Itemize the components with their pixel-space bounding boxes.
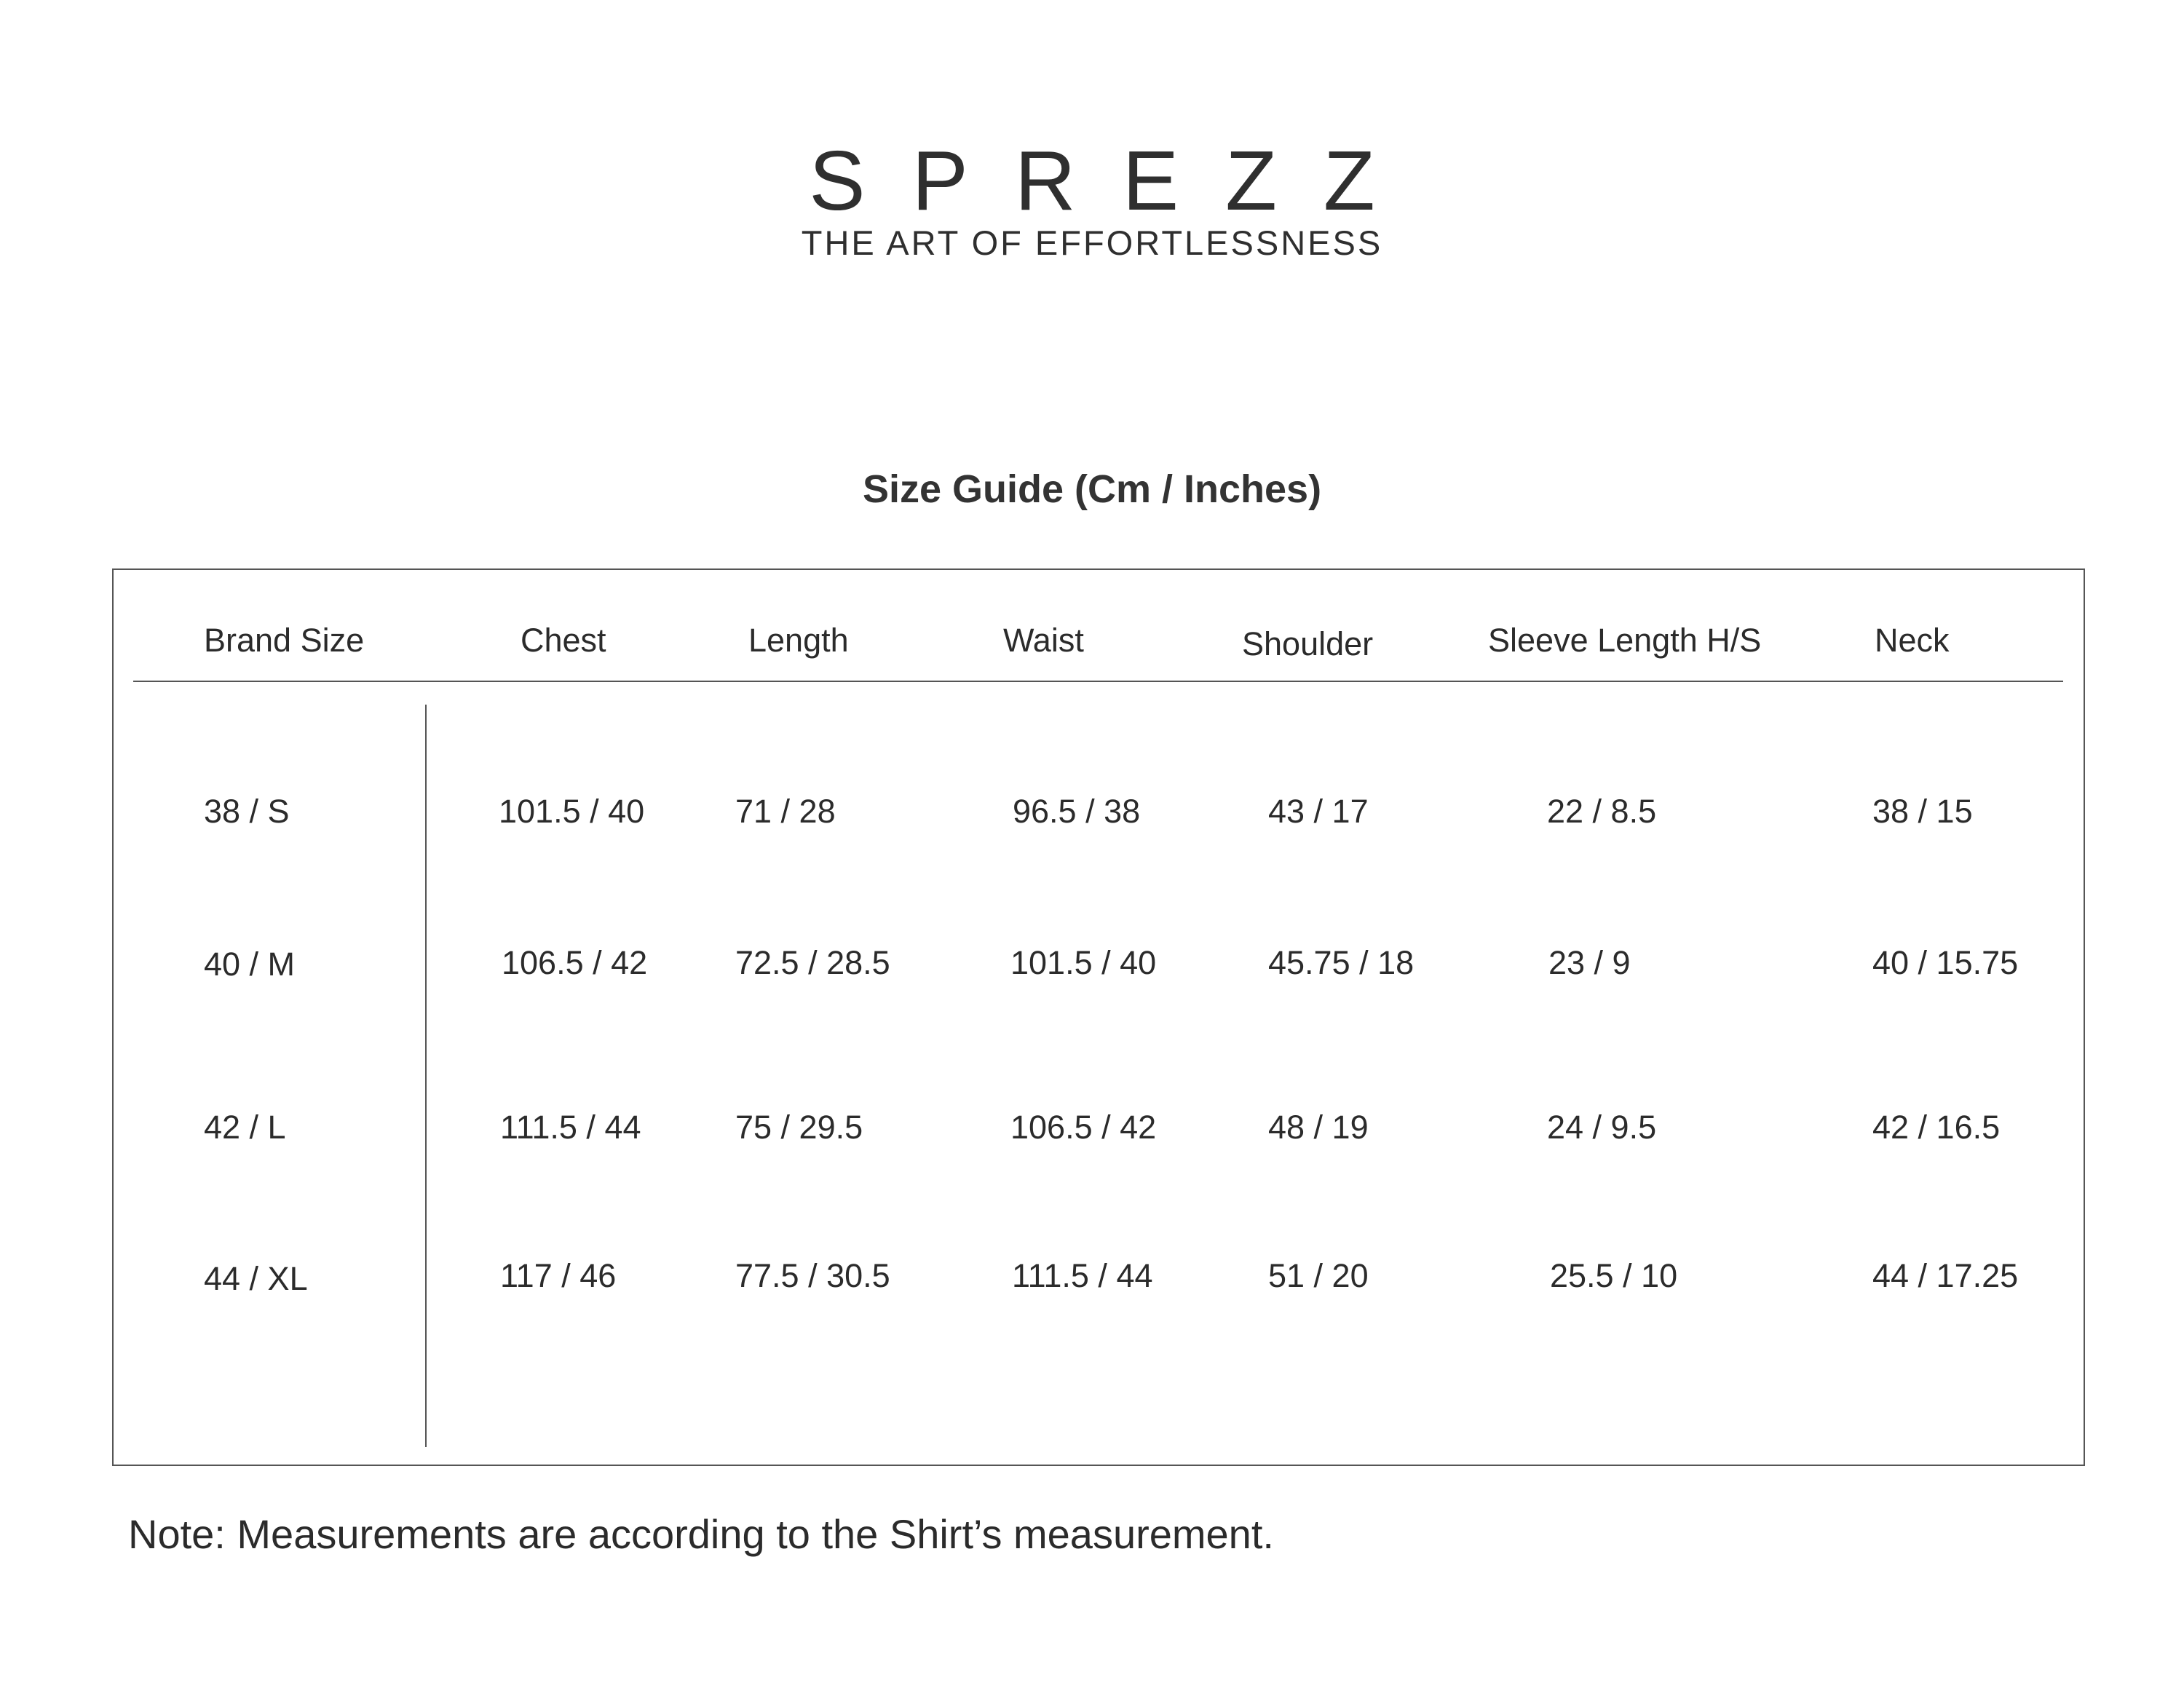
row-44xl-length: 77.5 / 30.5 (735, 1257, 890, 1294)
row-44xl-neck: 44 / 17.25 (1872, 1257, 2019, 1294)
row-44xl-shoulder: 51 / 20 (1268, 1257, 1369, 1294)
row-38s-waist: 96.5 / 38 (1013, 793, 1141, 830)
row-42l-chest: 111.5 / 44 (500, 1109, 641, 1146)
size-guide-title: Size Guide (Cm / Inches) (862, 467, 1322, 511)
row-44xl-waist: 111.5 / 44 (1012, 1257, 1153, 1294)
header-shoulder: Shoulder (1242, 625, 1374, 662)
row-42l-shoulder: 48 / 19 (1268, 1109, 1369, 1146)
row-40m-shoulder: 45.75 / 18 (1268, 944, 1415, 981)
size-table-frame (112, 568, 2085, 1466)
row-38s-neck: 38 / 15 (1872, 793, 1973, 830)
row-44xl-brand-size: 44 / XL (204, 1260, 308, 1297)
row-42l-sleeve-length: 24 / 9.5 (1547, 1109, 1657, 1146)
row-38s-chest: 101.5 / 40 (499, 793, 645, 830)
row-42l-neck: 42 / 16.5 (1872, 1109, 2001, 1146)
row-38s-shoulder: 43 / 17 (1268, 793, 1369, 830)
header-chest: Chest (521, 622, 606, 659)
header-brand-size: Brand Size (204, 622, 365, 659)
row-44xl-chest: 117 / 46 (500, 1257, 617, 1294)
brand-logo: SPREZZ (809, 133, 1422, 228)
header-neck: Neck (1875, 622, 1950, 659)
row-42l-waist: 106.5 / 42 (1010, 1109, 1157, 1146)
header-length: Length (748, 622, 849, 659)
row-40m-sleeve-length: 23 / 9 (1548, 944, 1631, 981)
brand-tagline: THE ART OF EFFORTLESSNESS (801, 223, 1383, 262)
row-38s-length: 71 / 28 (735, 793, 836, 830)
header-sleeve-length: Sleeve Length H/S (1488, 622, 1762, 659)
column-divider (425, 705, 427, 1447)
row-40m-neck: 40 / 15.75 (1872, 944, 2019, 981)
row-40m-brand-size: 40 / M (204, 946, 296, 983)
row-40m-length: 72.5 / 28.5 (735, 944, 890, 981)
row-38s-sleeve-length: 22 / 8.5 (1547, 793, 1657, 830)
row-40m-chest: 106.5 / 42 (502, 944, 648, 981)
measurement-note: Note: Measurements are according to the Shirt’s measurement. (128, 1511, 1274, 1557)
header-waist: Waist (1003, 622, 1084, 659)
header-divider (133, 681, 2063, 682)
row-42l-length: 75 / 29.5 (735, 1109, 863, 1146)
row-38s-brand-size: 38 / S (204, 793, 290, 830)
row-42l-brand-size: 42 / L (204, 1109, 286, 1146)
row-44xl-sleeve-length: 25.5 / 10 (1550, 1257, 1678, 1294)
row-40m-waist: 101.5 / 40 (1010, 944, 1157, 981)
